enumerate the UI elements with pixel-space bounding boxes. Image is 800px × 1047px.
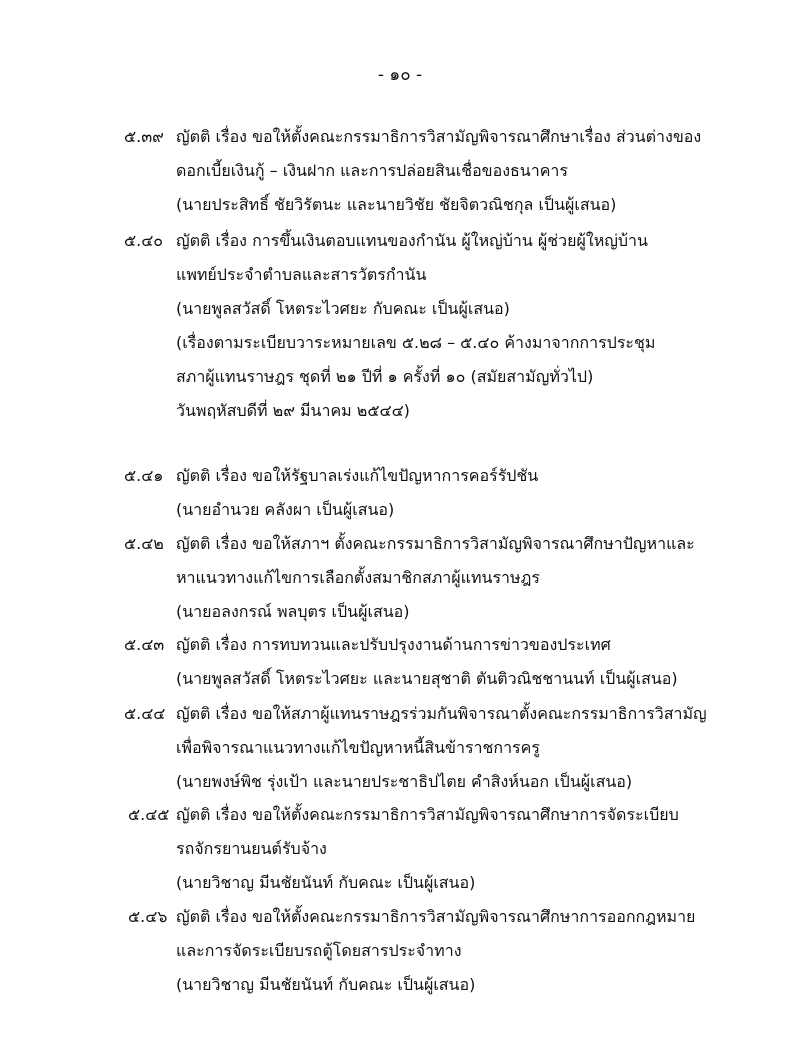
item-line: ญัตติ เรื่อง ขอให้สภาผู้แทนราษฎรร่วมกันพิจารณาตั้งคณะกรรมาธิการวิสามัญ — [176, 704, 707, 723]
item-text — [176, 459, 736, 527]
item-line: ญัตติ เรื่อง ขอให้ตั้งคณะกรรมาธิการวิสามัญพิจารณาศึกษาเรื่อง ส่วนต่างของ — [176, 127, 702, 146]
item-line: (นายพูลสวัสดิ์ โหตระไวศยะ กับคณะ เป็นผู้เสนอ) — [176, 299, 510, 318]
item-text — [176, 224, 736, 428]
item-number: ๕.๔๓ — [124, 635, 165, 654]
item-line: (นายพงษ์พิช รุ่งเป้า และนายประชาธิปไตย คำสิงห์นอก เป็นผู้เสนอ) — [176, 772, 633, 791]
item-text — [176, 900, 736, 1002]
item-line: ญัตติ เรื่อง การทบทวนและปรับปรุงงานด้านการข่าวของประเทศ — [176, 635, 611, 654]
item-line: รถจักรยานยนต์รับจ้าง — [176, 839, 327, 858]
item-line: (นายพูลสวัสดิ์ โหตระไวศยะ และนายสุชาติ ตันติวณิชชานนท์ เป็นผู้เสนอ) — [176, 669, 678, 688]
item-line: หาแนวทางแก้ไขการเลือกตั้งสมาชิกสภาผู้แทนราษฎร — [176, 568, 540, 587]
item-line: (นายประสิทธิ์ ชัยวิรัตนะ และนายวิชัย ชัยจิตวณิชกุล เป็นผู้เสนอ) — [176, 195, 617, 214]
item-line: (เรื่องตามระเบียบวาระหมายเลข ๕.๒๘ – ๕.๔๐ ค้างมาจากการประชุม — [176, 333, 656, 352]
item-text — [176, 798, 736, 900]
item-text — [176, 697, 736, 799]
item-number: ๕.๔๕ — [128, 805, 170, 824]
item-line: ญัตติ เรื่อง ขอให้รัฐบาลเร่งแก้ไขปัญหาการคอร์รัปชัน — [176, 466, 539, 485]
item-line: ญัตติ เรื่อง การขึ้นเงินตอบแทนของกำนัน ผู้ใหญ่บ้าน ผู้ช่วยผู้ใหญ่บ้าน — [176, 231, 648, 250]
item-line: (นายอำนวย คลังผา เป็นผู้เสนอ) — [176, 500, 395, 519]
item-number: ๕.๔๒ — [124, 534, 164, 553]
item-line: ญัตติ เรื่อง ขอให้สภาฯ ตั้งคณะกรรมาธิการวิสามัญพิจารณาศึกษาปัญหาและ — [176, 534, 695, 553]
item-line: วันพฤหัสบดีที่ ๒๙ มีนาคม ๒๕๔๔) — [176, 401, 410, 420]
item-line: ญัตติ เรื่อง ขอให้ตั้งคณะกรรมาธิการวิสามัญพิจารณาศึกษาการออกกฎหมาย — [176, 907, 696, 926]
item-number: ๕.๔๔ — [124, 704, 166, 723]
item-number: ๕.๔๐ — [124, 231, 164, 250]
page-number: - ๑๐ - — [377, 65, 423, 85]
item-line: สภาผู้แทนราษฎร ชุดที่ ๒๑ ปีที่ ๑ ครั้งที่ ๑๐ (สมัยสามัญทั่วไป) — [176, 367, 594, 386]
item-line: (นายวิชาญ มีนชัยนันท์ กับคณะ เป็นผู้เสนอ) — [176, 975, 476, 994]
item-number: ๕.๓๙ — [124, 127, 164, 146]
item-line: เพื่อพิจารณาแนวทางแก้ไขปัญหาหนี้สินข้าราชการครู — [176, 738, 540, 757]
item-number: ๕.๔๖ — [128, 907, 168, 926]
item-text — [176, 527, 736, 629]
item-number: ๕.๔๑ — [124, 466, 164, 485]
item-line: และการจัดระเบียบรถตู้โดยสารประจำทาง — [176, 941, 462, 960]
item-line: ดอกเบี้ยเงินกู้ – เงินฝาก และการปล่อยสินเชื่อของธนาคาร — [176, 161, 569, 180]
item-text — [176, 628, 736, 696]
item-line: (นายอลงกรณ์ พลบุตร เป็นผู้เสนอ) — [176, 602, 410, 621]
item-line: (นายวิชาญ มีนชัยนันท์ กับคณะ เป็นผู้เสนอ) — [176, 873, 476, 892]
item-line: แพทย์ประจำตำบลและสารวัตรกำนัน — [176, 265, 427, 284]
item-line: ญัตติ เรื่อง ขอให้ตั้งคณะกรรมาธิการวิสามัญพิจารณาศึกษาการจัดระเบียบ — [176, 805, 679, 824]
item-text — [176, 120, 736, 222]
